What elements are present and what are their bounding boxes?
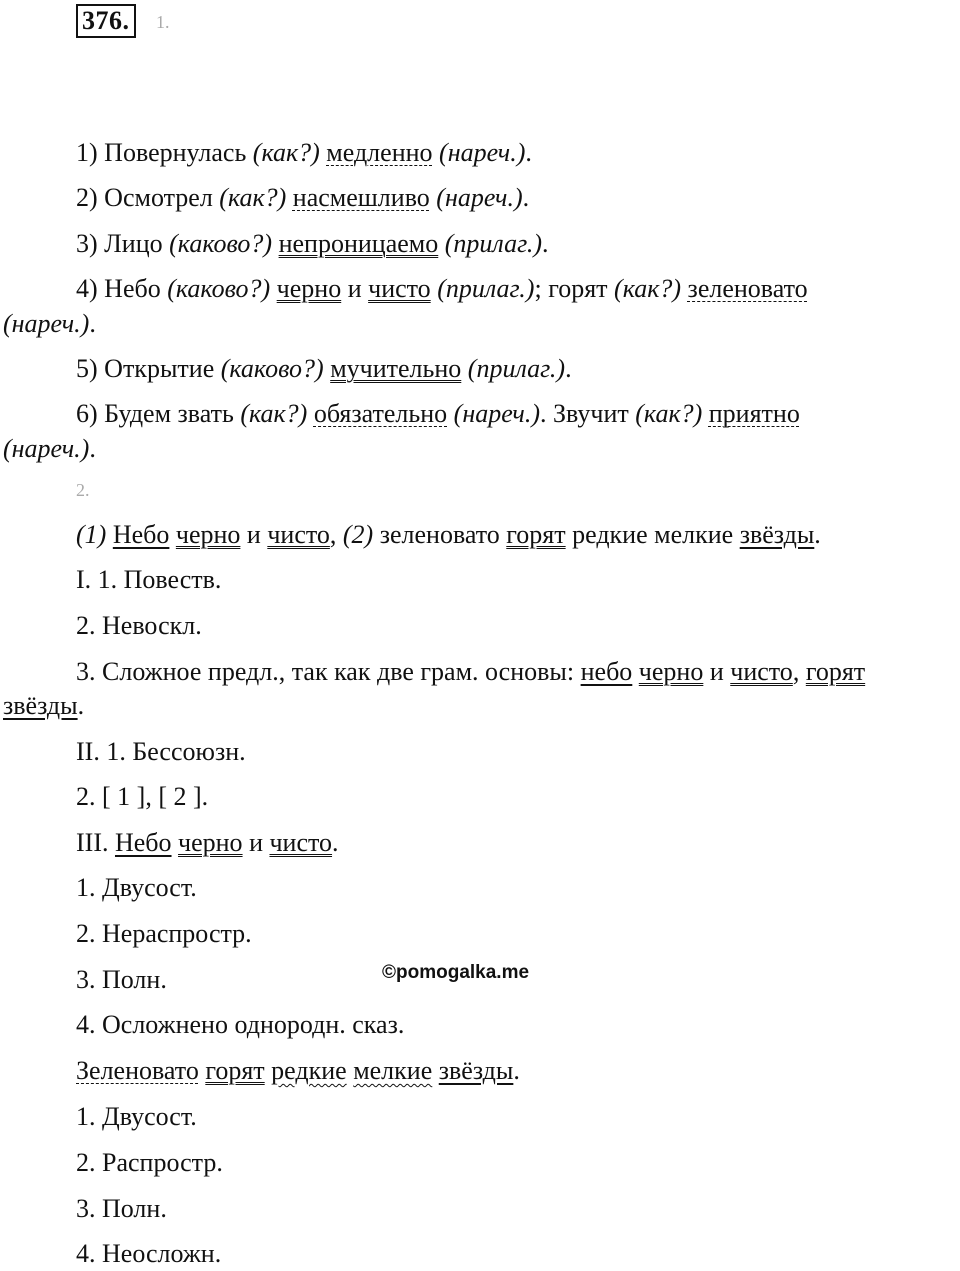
analysis-b3: 3. Полн.: [76, 1194, 167, 1223]
analysis-ii2: 2. [ 1 ], [ 2 ].: [76, 782, 209, 811]
part-2-label: 2.: [76, 480, 90, 500]
analysis-b4: 4. Неосложн.: [76, 1239, 222, 1268]
analysis-ii1: II. 1. Бессоюзн.: [76, 737, 246, 766]
analysis-a2: 2. Нераспростр.: [76, 919, 252, 948]
analysis-second-clause: Зеленовато горят редкие мелкие звёзды.: [76, 1056, 520, 1085]
part1-line-4: 4) Небо (каково?) черно и чисто (прилаг.); горят (как?) зеленовато: [76, 274, 808, 303]
part-1-label: 1.: [156, 12, 170, 32]
part1-line-1: 1) Повернулась (как?) медленно (нареч.).: [76, 138, 532, 167]
part1-line-6-cont: (нареч.).: [3, 434, 96, 463]
analysis-b1: 1. Двусост.: [76, 1102, 197, 1131]
analysis-iii: III. Небо черно и чисто.: [76, 828, 339, 857]
analyzed-sentence: (1) Небо черно и чисто, (2) зеленовато горят редкие мелкие звёзды.: [76, 520, 821, 549]
analysis-i3: 3. Сложное предл., так как две грам. основы: небо черно и чисто, горят: [76, 657, 866, 686]
part1-line-5: 5) Открытие (каково?) мучительно (прилаг.).: [76, 354, 572, 383]
analysis-a1: 1. Двусост.: [76, 873, 197, 902]
analysis-i1: I. 1. Повеств.: [76, 565, 222, 594]
part1-line-2: 2) Осмотрел (как?) насмешливо (нареч.).: [76, 183, 530, 212]
watermark: ©pomogalka.me: [382, 962, 530, 983]
part1-line-3: 3) Лицо (каково?) непроницаемо (прилаг.).: [76, 229, 549, 258]
analysis-i3-cont: звёзды.: [3, 691, 85, 720]
exercise-number: 376.: [76, 4, 136, 38]
analysis-b2: 2. Распростр.: [76, 1148, 223, 1177]
part1-line-4-cont: (нареч.).: [3, 309, 96, 338]
analysis-i2: 2. Невоскл.: [76, 611, 202, 640]
analysis-a4: 4. Осложнено однородн. сказ.: [76, 1010, 405, 1039]
analysis-a3: 3. Полн.: [76, 965, 167, 994]
part1-line-6: 6) Будем звать (как?) обязательно (нареч.). Звучит (как?) приятно: [76, 399, 800, 428]
